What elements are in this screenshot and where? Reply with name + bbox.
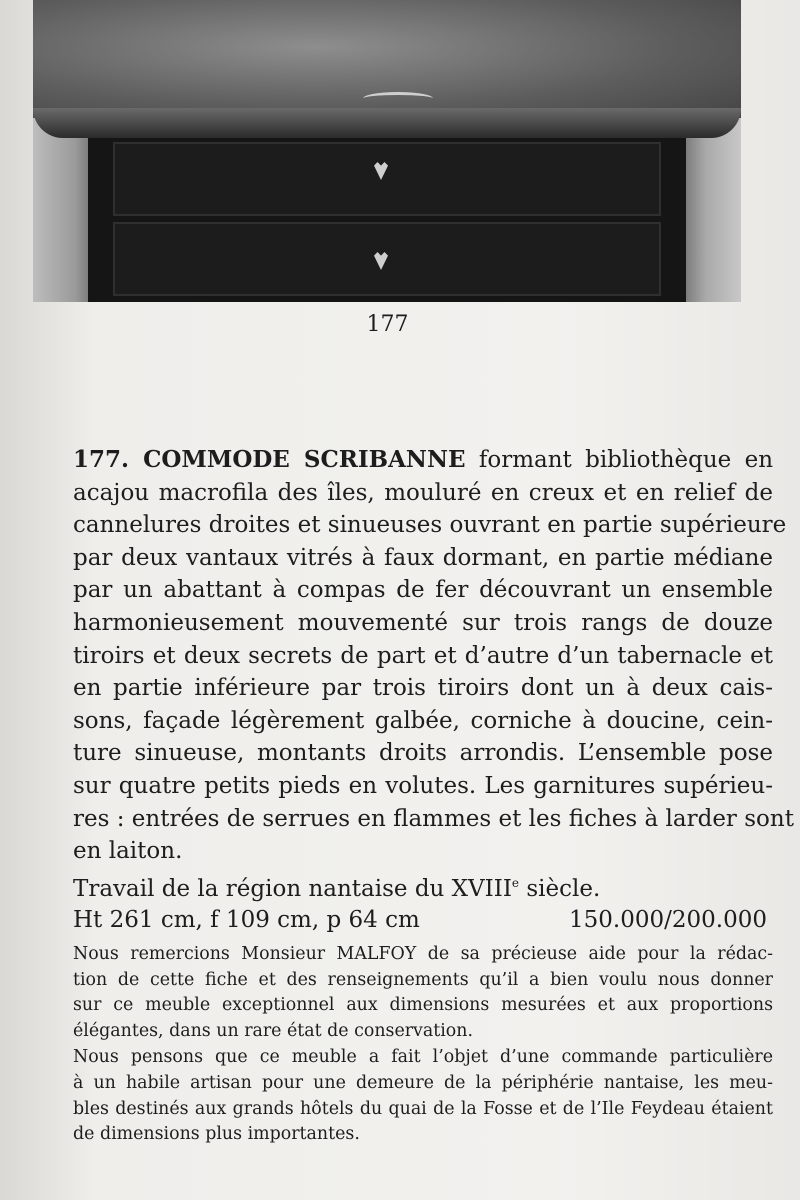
photo-caption: 177 — [366, 312, 409, 337]
description-line: cannelures droites et sinueuses ouvrant en partie supérieure — [73, 512, 787, 539]
origin-superscript: e — [511, 875, 520, 890]
description-line: en laiton. — [73, 838, 183, 865]
lot-origin — [73, 868, 773, 905]
lot-estimate: 150.000/200.000 — [569, 906, 767, 933]
lot-title — [73, 446, 466, 473]
description-line: en partie inférieure par trois tiroirs dont un à deux cais- — [73, 675, 773, 702]
lot-first-line-rest: formant bibliothèque en — [478, 447, 774, 473]
description-line: par un abattant à compas de fer découvrant un ensemble — [73, 577, 773, 604]
description-line: tiroirs et deux secrets de part et d’autre d’un tabernacle et — [73, 642, 773, 669]
description-line: acajou macrofila des îles, mouluré en creux et en relief de — [73, 479, 773, 506]
origin-text: Travail de la région nantaise du XVIII — [73, 875, 512, 902]
description-line: res : entrées de serrues en flammes et les fiches à larder sont — [73, 805, 794, 832]
note-line: bles destinés aux grands hôtels du quai de la Fosse et de l’Ile Feydeau étaient — [73, 1098, 773, 1119]
dimensions-row — [73, 905, 767, 936]
note-line: sur ce meuble exceptionnel aux dimensions mesurées et aux proportions — [73, 995, 773, 1016]
description-line: ture sinueuse, montants droits arrondis. L’ensemble pose — [73, 740, 773, 767]
lot-number: 177. — [73, 446, 130, 473]
description-line: sur quatre petits pieds en volutes. Les garnitures supérieu- — [73, 772, 773, 799]
lot-name: COMMODE SCRIBANNE — [143, 446, 466, 473]
note-line: Nous remercions Monsieur MALFOY de sa précieuse aide pour la rédac- — [73, 943, 773, 964]
description-line: harmonieusement mouvementé sur trois rangs de douze — [73, 609, 773, 636]
lot-dimensions: Ht 261 cm, f 109 cm, p 64 cm — [73, 906, 420, 933]
lot-notes — [73, 942, 773, 1148]
lot-description — [73, 444, 794, 868]
note-line: élégantes, dans un rare état de conservation. — [73, 1021, 474, 1042]
origin-suffix: siècle. — [519, 875, 601, 902]
description-line: par deux vantaux vitrés à faux dormant, en partie médiane — [73, 544, 773, 571]
note-line: Nous pensons que ce meuble a fait l’objet d’une commande particulière — [73, 1046, 773, 1067]
furniture-photo — [33, 0, 741, 302]
note-line: de dimensions plus importantes. — [73, 1124, 360, 1145]
lot-first-line — [73, 444, 773, 477]
note-line: à un habile artisan pour une demeure de la périphérie nantaise, les meu- — [73, 1072, 773, 1093]
note-line: tion de cette fiche et des renseignements qu’il a bien voulu nous donner — [73, 969, 773, 990]
lot-entry — [73, 444, 794, 1148]
description-line: sons, façade légèrement galbée, corniche à doucine, cein- — [73, 707, 773, 734]
